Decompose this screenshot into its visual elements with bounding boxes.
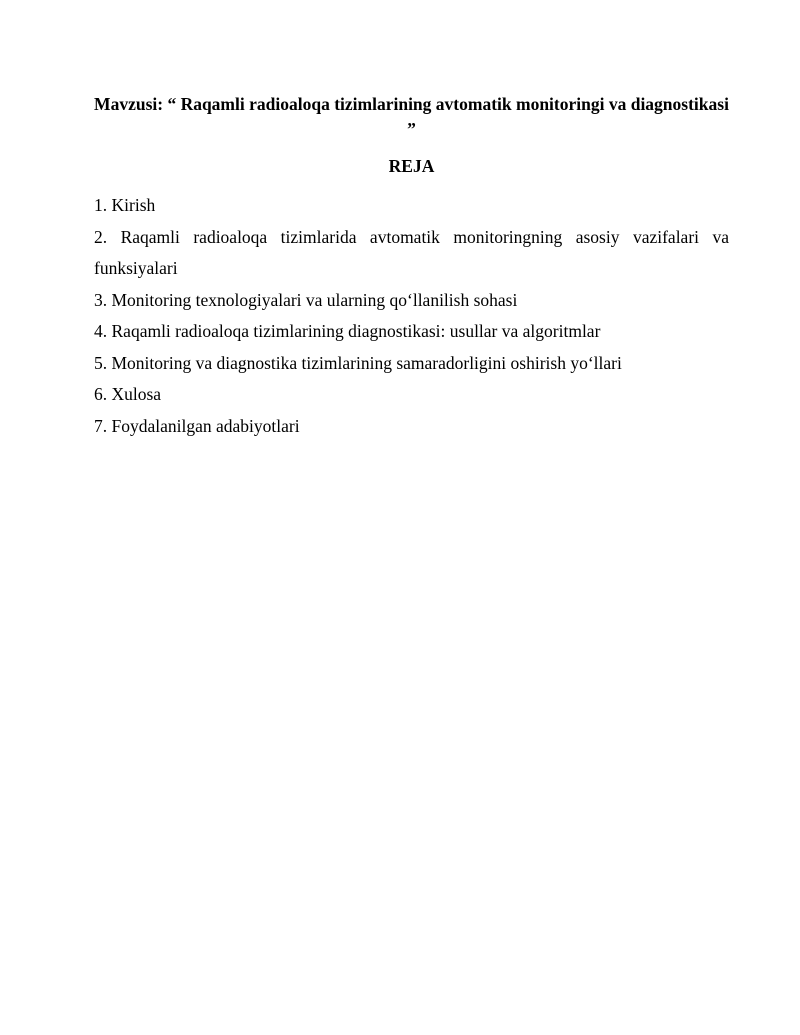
plan-item-4: 4. Raqamli radioaloqa tizimlarining diagnostikasi: usullar va algoritmlar [94, 321, 601, 341]
plan-item-3: 3. Monitoring texnologiyalari va ularning qo‘llanilish sohasi [94, 289, 518, 310]
document-content [94, 92, 729, 442]
plan-list [94, 190, 729, 442]
plan-item-7: 7. Foydalanilgan adabiyotlari [94, 415, 300, 436]
plan-item-6: 6. Xulosa [94, 384, 162, 404]
plan-item-5: 5. Monitoring va diagnostika tizimlarining samaradorligini oshirish yo‘llari [94, 352, 622, 373]
plan-item-2: 2. Raqamli radioaloqa tizimlarida avtomatik monitoringning asosiy vazifalari va funksiyalari [94, 226, 729, 278]
plan-item-1: 1. Kirish [94, 195, 156, 215]
plan-heading: REJA [388, 156, 435, 176]
document-title: Mavzusi: “ Raqamli radioaloqa tizimlarining avtomatik monitoringi va diagnostikasi ” [94, 94, 729, 139]
